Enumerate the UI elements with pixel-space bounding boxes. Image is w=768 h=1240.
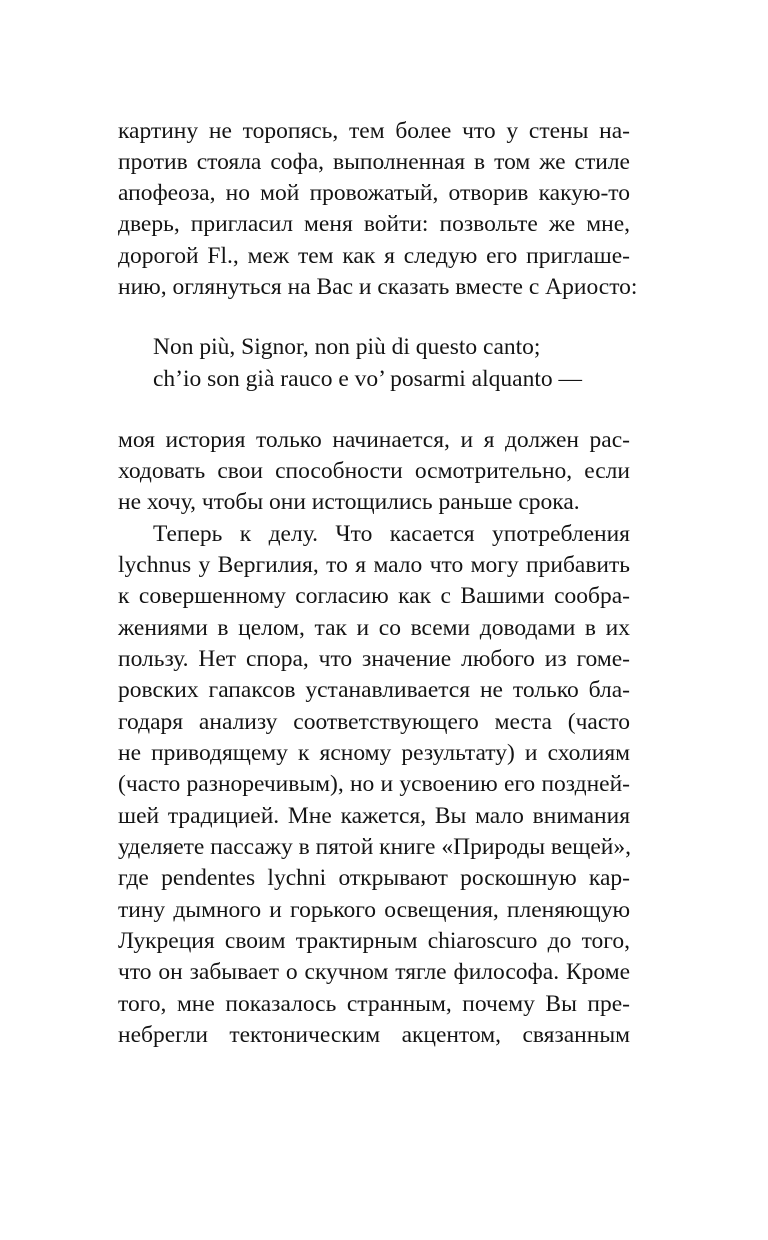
text-line: нию, оглянуться на Вас и сказать вместе с Ариосто: <box>118 274 638 300</box>
text-line: lychnus у Вергилия, то я мало что могу прибавить <box>118 552 630 578</box>
text-line: дорогой Fl., меж тем как я следую его приглаше- <box>118 243 630 269</box>
text-line: Лукреция своим трактирным chiaroscuro до того, <box>118 928 630 954</box>
text-line: Теперь к делу. Что касается употребления <box>153 521 630 547</box>
text-line: что он забывает о скучном тягле философа. Кроме <box>118 959 630 985</box>
text-line: к совершенному согласию как с Вашими сообра- <box>118 583 630 609</box>
text-line: небрегли тектоническим акцентом, связанным <box>118 1022 630 1048</box>
text-line: где pendentes lychni открывают роскошную кар- <box>118 865 630 891</box>
text-line: дверь, пригласил меня войти: позвольте же мне, <box>118 211 630 237</box>
text-line: не приводящему к ясному результату) и схолиям <box>118 740 630 766</box>
text-line: пользу. Нет спора, что значение любого из гоме- <box>118 646 630 672</box>
text-line: годаря анализу соответствующего места (часто <box>118 709 630 735</box>
text-line: жениями в целом, так и со всеми доводами в их <box>118 615 630 641</box>
text-line: картину не торопясь, тем более что у стены на- <box>118 118 630 144</box>
text-line: апофеоза, но мой провожатый, отворив какую-то <box>118 180 630 206</box>
text-line: против стояла софа, выполненная в том же стиле <box>118 149 630 175</box>
text-line: уделяете пассажу в пятой книге «Природы вещей», <box>118 834 631 860</box>
text-line: моя история только начинается, и я должен рас- <box>118 427 630 453</box>
text-line: ровских гапаксов устанавливается не только бла- <box>118 677 630 703</box>
text-line: (часто разноречивым), но и усвоению его поздней- <box>118 771 630 797</box>
text-line: того, мне показалось странным, почему Вы пре- <box>118 991 630 1017</box>
text-line: шей традицией. Мне кажется, Вы мало внимания <box>118 803 630 829</box>
text-line: тину дымного и горького освещения, пленяющую <box>118 897 630 923</box>
text-line: ходовать свои способности осмотрительно, если <box>118 458 630 484</box>
text-line: не хочу, чтобы они истощились раньше срока. <box>118 489 580 515</box>
verse-line: Non più, Signor, non più di questo canto; <box>153 334 541 360</box>
verse-line: ch’io son già rauco e vo’ posarmi alquanto — <box>153 366 582 392</box>
